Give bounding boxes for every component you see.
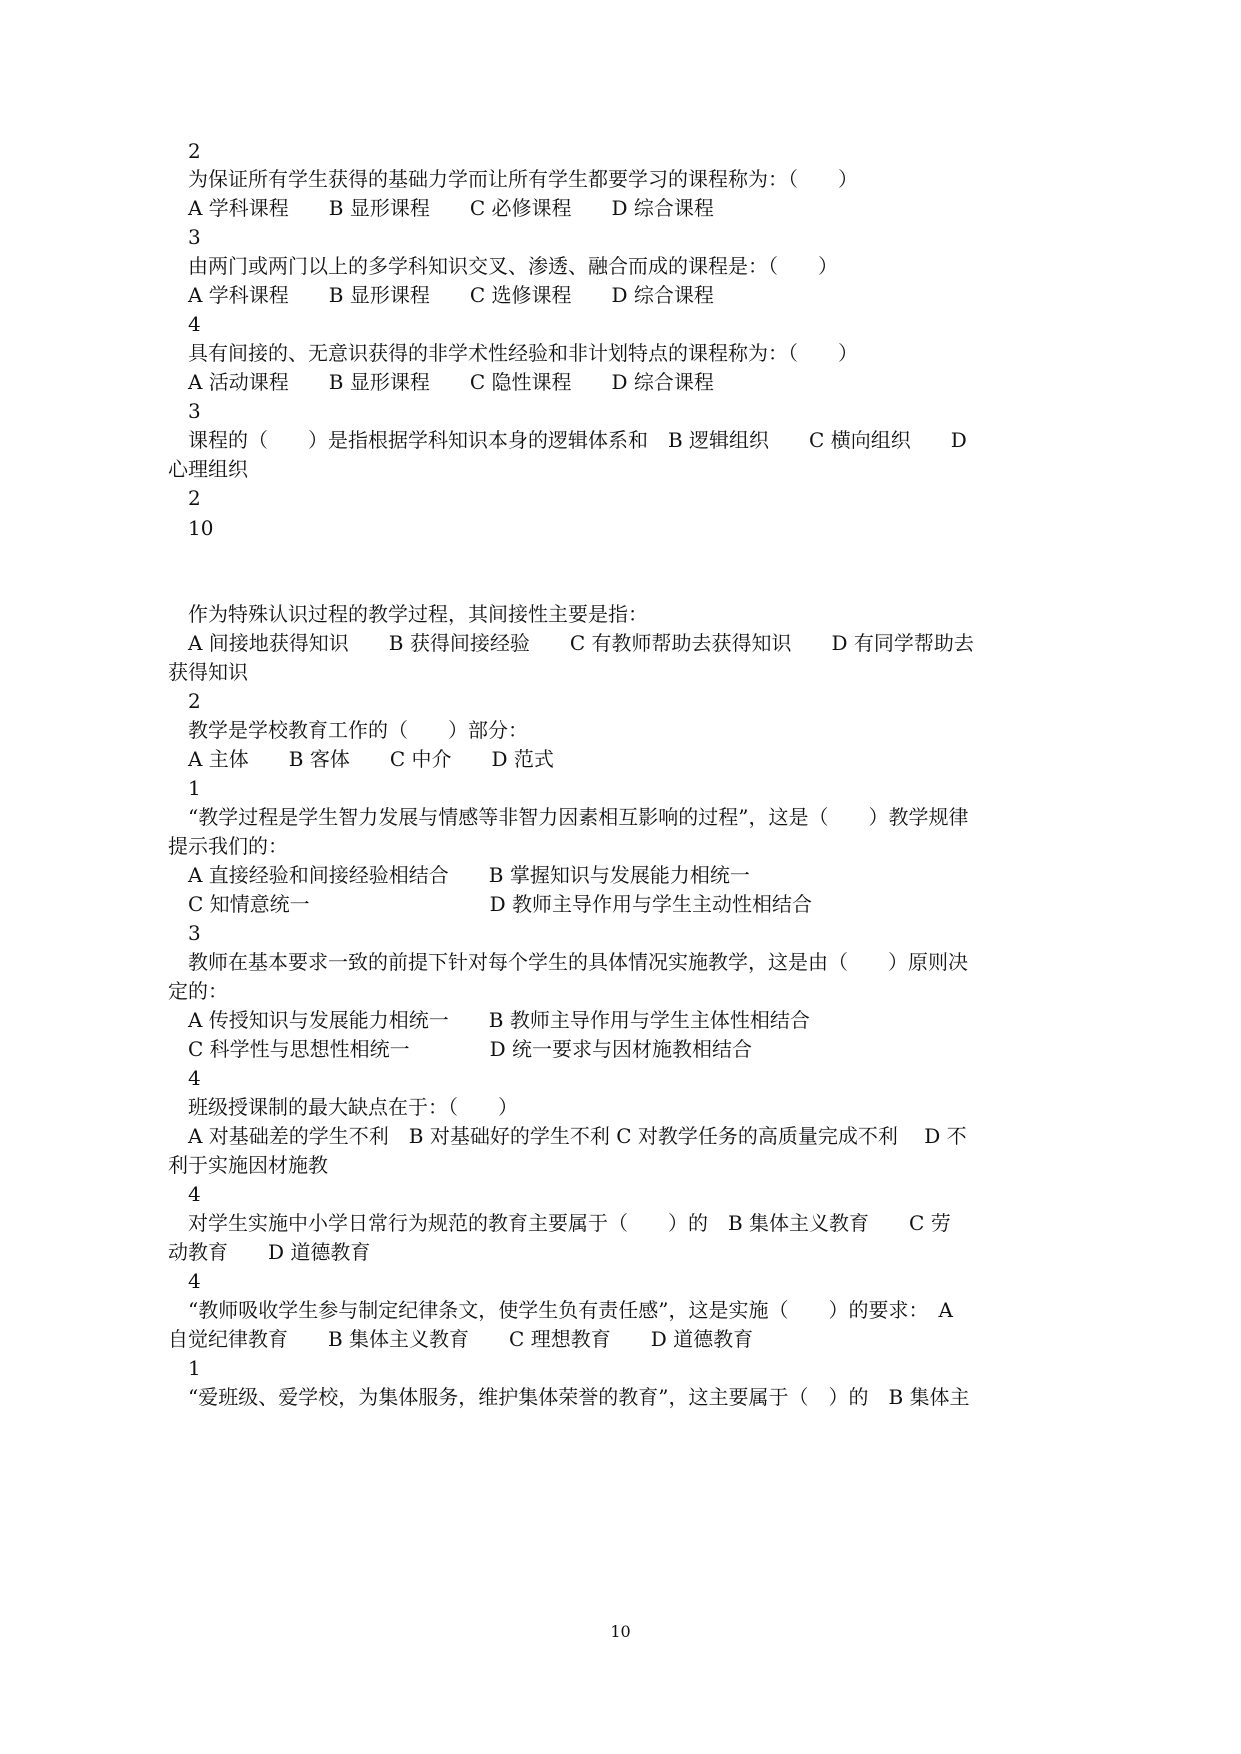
text-line: 教学是学校教育工作的（ ）部分：: [188, 718, 528, 742]
text-line: 3: [188, 225, 201, 249]
page-number: 10: [610, 1622, 631, 1641]
text-line: 提示我们的：: [168, 834, 288, 858]
text-line: 为保证所有学生获得的基础力学而让所有学生都要学习的课程称为：（ ）: [188, 167, 858, 191]
text-line: 班级授课制的最大缺点在于：（ ）: [188, 1095, 518, 1119]
text-line: 4: [188, 312, 201, 336]
text-line: 由两门或两门以上的多学科知识交叉、渗透、融合而成的课程是：（ ）: [188, 254, 838, 278]
text-line: “教学过程是学生智力发展与情感等非智力因素相互影响的过程”，这是（ ）教学规律: [188, 805, 969, 829]
text-line: 4: [188, 1066, 201, 1090]
text-line: 2: [188, 486, 201, 510]
text-line: “教师吸收学生参与制定纪律条文，使学生负有责任感”，这是实施（ ）的要求： A: [188, 1298, 953, 1322]
text-line: A 学科课程 B 显形课程 C 选修课程 D 综合课程: [188, 283, 714, 307]
text-line: 利于实施因材施教: [168, 1153, 328, 1177]
text-line: 1: [188, 776, 201, 800]
text-line: “爱班级、爱学校，为集体服务，维护集体荣誉的教育”，这主要属于（ ）的 B 集体主: [188, 1385, 970, 1409]
text-line: 3: [188, 921, 201, 945]
text-line: 教师在基本要求一致的前提下针对每个学生的具体情况实施教学，这是由（ ）原则决: [188, 950, 968, 974]
text-line: A 传授知识与发展能力相统一 B 教师主导作用与学生主体性相结合: [188, 1008, 810, 1032]
text-line: 心理组织: [168, 457, 248, 481]
text-line: A 直接经验和间接经验相结合 B 掌握知识与发展能力相统一: [188, 863, 750, 887]
text-line: A 学科课程 B 显形课程 C 必修课程 D 综合课程: [188, 196, 714, 220]
text-line: A 对基础差的学生不利 B 对基础好的学生不利 C 对教学任务的高质量完成不利 D 不: [188, 1124, 967, 1148]
text-line: 2: [188, 139, 201, 163]
text-line: 3: [188, 399, 201, 423]
text-line: A 活动课程 B 显形课程 C 隐性课程 D 综合课程: [188, 370, 714, 394]
text-line: 获得知识: [168, 660, 248, 684]
text-line: A 主体 B 客体 C 中介 D 范式: [188, 747, 554, 771]
text-line: 4: [188, 1269, 201, 1293]
text-line: 2: [188, 689, 201, 713]
text-line: 课程的（ ）是指根据学科知识本身的逻辑体系和 B 逻辑组织 C 横向组织 D: [188, 428, 967, 452]
text-line: 1: [188, 1356, 201, 1380]
text-line: 动教育 D 道德教育: [168, 1240, 371, 1264]
text-line: C 知情意统一 D 教师主导作用与学生主动性相结合: [188, 892, 813, 916]
text-line: C 科学性与思想性相统一 D 统一要求与因材施教相结合: [188, 1037, 753, 1061]
text-line: 具有间接的、无意识获得的非学术性经验和非计划特点的课程称为：（ ）: [188, 341, 858, 365]
text-line: 10: [188, 516, 214, 540]
text-line: 对学生实施中小学日常行为规范的教育主要属于（ ）的 B 集体主义教育 C 劳: [188, 1211, 951, 1235]
text-line: 4: [188, 1182, 201, 1206]
text-line: 定的：: [168, 979, 228, 1003]
text-line: A 间接地获得知识 B 获得间接经验 C 有教师帮助去获得知识 D 有同学帮助去: [188, 631, 974, 655]
text-line: 自觉纪律教育 B 集体主义教育 C 理想教育 D 道德教育: [168, 1327, 754, 1351]
text-line: 作为特殊认识过程的教学过程，其间接性主要是指：: [188, 602, 648, 626]
